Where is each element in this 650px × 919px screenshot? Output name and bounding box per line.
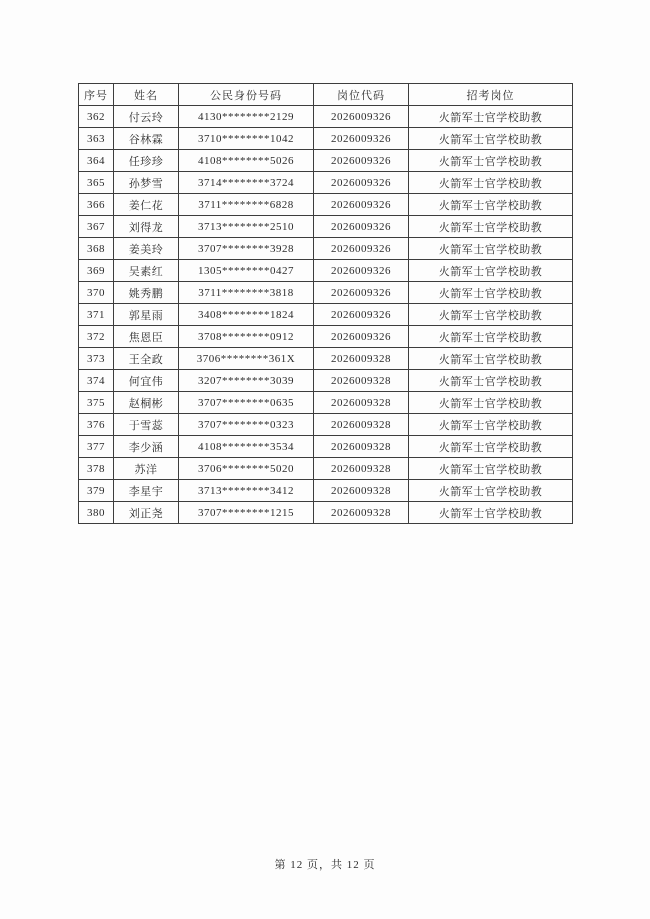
table-cell: 364: [79, 150, 114, 172]
table-row: [79, 194, 573, 216]
table-row: [79, 480, 573, 502]
table-cell: 1305********0427: [179, 260, 314, 282]
table-cell: 378: [79, 458, 114, 480]
table-row: [79, 326, 573, 348]
table-cell: 3707********0635: [179, 392, 314, 414]
table-cell: 火箭军士官学校助教: [409, 282, 573, 304]
header-cell: 公民身份号码: [179, 84, 314, 106]
table-cell: 火箭军士官学校助教: [409, 128, 573, 150]
header-cell: 序号: [79, 84, 114, 106]
table-cell: 380: [79, 502, 114, 524]
table-cell: 2026009326: [314, 216, 409, 238]
table-cell: 火箭军士官学校助教: [409, 502, 573, 524]
table-cell: 2026009328: [314, 392, 409, 414]
table-cell: 火箭军士官学校助教: [409, 106, 573, 128]
header-cell: 招考岗位: [409, 84, 573, 106]
table-cell: 3706********361X: [179, 348, 314, 370]
table-cell: 372: [79, 326, 114, 348]
table-cell: 3707********0323: [179, 414, 314, 436]
table-cell: 刘得龙: [114, 216, 179, 238]
table-cell: 火箭军士官学校助教: [409, 348, 573, 370]
table-body: [79, 106, 573, 524]
table-cell: 377: [79, 436, 114, 458]
table-cell: 4108********3534: [179, 436, 314, 458]
table-row: [79, 348, 573, 370]
table-cell: 2026009326: [314, 282, 409, 304]
table-cell: 3707********1215: [179, 502, 314, 524]
table-cell: 李星宇: [114, 480, 179, 502]
table-row: [79, 128, 573, 150]
table-cell: 3713********3412: [179, 480, 314, 502]
table-cell: 2026009326: [314, 150, 409, 172]
table-cell: 火箭军士官学校助教: [409, 480, 573, 502]
table-cell: 姜美玲: [114, 238, 179, 260]
table-cell: 4130********2129: [179, 106, 314, 128]
table-cell: 369: [79, 260, 114, 282]
table-cell: 3711********6828: [179, 194, 314, 216]
table-cell: 火箭军士官学校助教: [409, 304, 573, 326]
table-cell: 3711********3818: [179, 282, 314, 304]
table-cell: 376: [79, 414, 114, 436]
table-cell: 3207********3039: [179, 370, 314, 392]
table-cell: 368: [79, 238, 114, 260]
table-cell: 2026009328: [314, 436, 409, 458]
table-cell: 2026009326: [314, 128, 409, 150]
table-cell: 2026009326: [314, 260, 409, 282]
table-cell: 吴素红: [114, 260, 179, 282]
table-cell: 366: [79, 194, 114, 216]
table-row: [79, 172, 573, 194]
table-row: [79, 436, 573, 458]
table-cell: 火箭军士官学校助教: [409, 194, 573, 216]
page-number-footer: 第 12 页，共 12 页: [274, 859, 376, 871]
table-cell: 365: [79, 172, 114, 194]
table-cell: 火箭军士官学校助教: [409, 436, 573, 458]
table-cell: 3714********3724: [179, 172, 314, 194]
table-cell: 姜仁花: [114, 194, 179, 216]
table-cell: 2026009326: [314, 172, 409, 194]
table-cell: 郭星雨: [114, 304, 179, 326]
table-cell: 375: [79, 392, 114, 414]
table-cell: 2026009326: [314, 194, 409, 216]
table-cell: 李少涵: [114, 436, 179, 458]
table-cell: 3713********2510: [179, 216, 314, 238]
table-cell: 3706********5020: [179, 458, 314, 480]
table-header: [79, 84, 573, 106]
header-cell: 姓名: [114, 84, 179, 106]
recruitment-roster-table: [78, 83, 573, 524]
table-row: [79, 216, 573, 238]
table-row: [79, 370, 573, 392]
table-cell: 何宜伟: [114, 370, 179, 392]
table-cell: 火箭军士官学校助教: [409, 238, 573, 260]
table-cell: 3708********0912: [179, 326, 314, 348]
table-cell: 2026009326: [314, 304, 409, 326]
table-row: [79, 282, 573, 304]
table-cell: 赵桐彬: [114, 392, 179, 414]
table-cell: 姚秀鹏: [114, 282, 179, 304]
table-cell: 于雪蕊: [114, 414, 179, 436]
table-cell: 火箭军士官学校助教: [409, 370, 573, 392]
table-cell: 371: [79, 304, 114, 326]
table-cell: 367: [79, 216, 114, 238]
table-cell: 2026009328: [314, 370, 409, 392]
table-cell: 2026009328: [314, 458, 409, 480]
table-cell: 苏洋: [114, 458, 179, 480]
table-cell: 2026009326: [314, 106, 409, 128]
table-cell: 2026009328: [314, 348, 409, 370]
table-cell: 3710********1042: [179, 128, 314, 150]
table-row: [79, 458, 573, 480]
table-cell: 2026009326: [314, 326, 409, 348]
table-cell: 3707********3928: [179, 238, 314, 260]
header-cell: 岗位代码: [314, 84, 409, 106]
table-cell: 2026009328: [314, 502, 409, 524]
table-cell: 焦恩臣: [114, 326, 179, 348]
table-header-row: [79, 84, 573, 106]
table-cell: 火箭军士官学校助教: [409, 172, 573, 194]
table-cell: 370: [79, 282, 114, 304]
table-row: [79, 304, 573, 326]
table-cell: 4108********5026: [179, 150, 314, 172]
table-cell: 2026009328: [314, 480, 409, 502]
table-cell: 2026009326: [314, 238, 409, 260]
table-cell: 付云玲: [114, 106, 179, 128]
table-row: [79, 502, 573, 524]
table-cell: 任珍珍: [114, 150, 179, 172]
table-cell: 2026009328: [314, 414, 409, 436]
table-row: [79, 150, 573, 172]
table-row: [79, 238, 573, 260]
table-cell: 火箭军士官学校助教: [409, 414, 573, 436]
table-cell: 362: [79, 106, 114, 128]
table-cell: 火箭军士官学校助教: [409, 150, 573, 172]
table-cell: 火箭军士官学校助教: [409, 216, 573, 238]
table-cell: 火箭军士官学校助教: [409, 326, 573, 348]
table-cell: 王全政: [114, 348, 179, 370]
table-cell: 孙梦雪: [114, 172, 179, 194]
table-row: [79, 414, 573, 436]
table-cell: 火箭军士官学校助教: [409, 260, 573, 282]
table-cell: 谷林霖: [114, 128, 179, 150]
table-cell: 373: [79, 348, 114, 370]
table-row: [79, 392, 573, 414]
table-cell: 379: [79, 480, 114, 502]
table-cell: 3408********1824: [179, 304, 314, 326]
table-row: [79, 106, 573, 128]
table-cell: 火箭军士官学校助教: [409, 392, 573, 414]
table-cell: 363: [79, 128, 114, 150]
table-cell: 火箭军士官学校助教: [409, 458, 573, 480]
table-row: [79, 260, 573, 282]
table-cell: 刘正尧: [114, 502, 179, 524]
table-cell: 374: [79, 370, 114, 392]
